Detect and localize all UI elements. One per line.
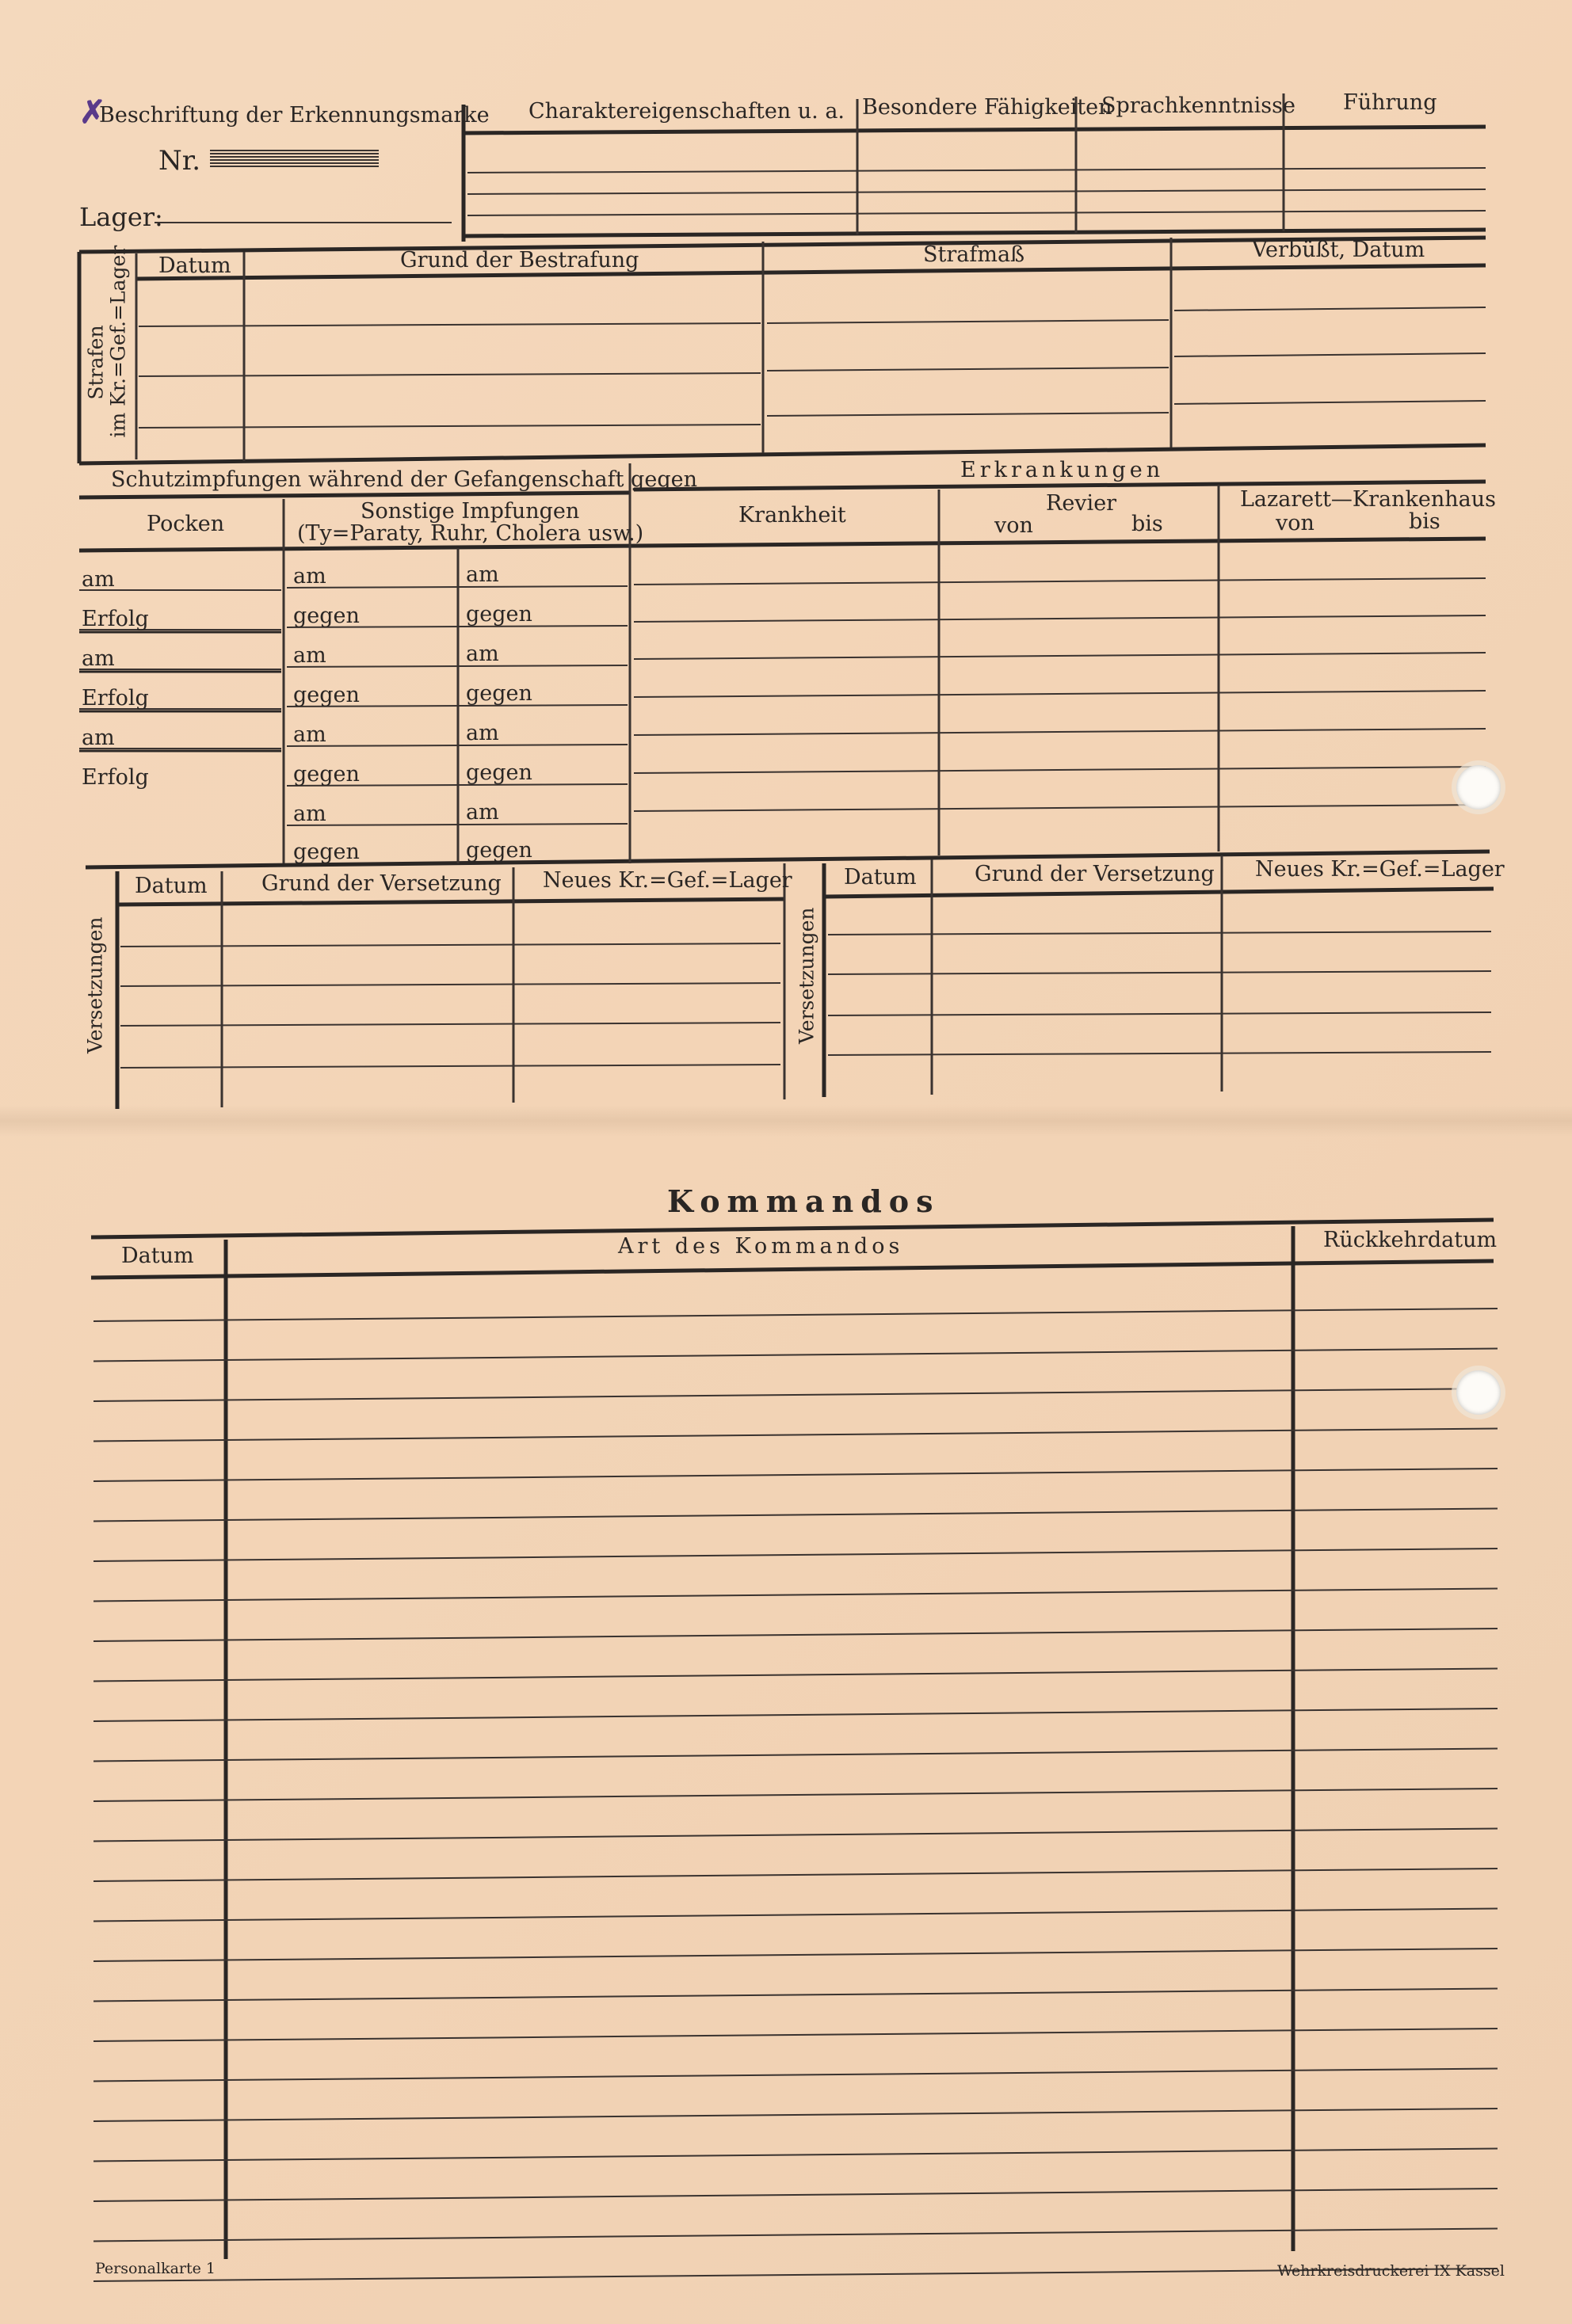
label-strafen-side [84, 245, 129, 438]
kommandos-title: Kommandos [667, 1183, 941, 1219]
label-sonstige-1: Sonstige Impfungen [361, 499, 580, 524]
label-rueckkehr: Rückkehrdatum [1323, 1228, 1498, 1252]
footer-right: Wehrkreisdruckerei IX Kassel [1277, 2262, 1505, 2280]
label-versetzungen-left: Versetzungen [83, 916, 107, 1053]
strafen-side-line2: im Kr.=Gef.=Lager [106, 245, 129, 438]
label-pocken: Pocken [147, 512, 225, 536]
label-strafmass: Strafmaß [923, 242, 1025, 267]
label-lager: Lager: [79, 202, 163, 232]
label-lazarett: Lazarett—Krankenhaus [1240, 487, 1496, 512]
sonstige-row-label: gegen [293, 604, 360, 628]
punch-hole-1 [1456, 765, 1501, 810]
label-sprach: Sprachkenntnisse [1101, 93, 1295, 118]
label-vers-left-grund: Grund der Versetzung [261, 871, 502, 896]
sonstige-row-label: am [466, 721, 499, 745]
label-versetzungen-right: Versetzungen [795, 907, 818, 1044]
label-vers-right-grund: Grund der Versetzung [975, 862, 1215, 886]
sonstige-row-label: am [466, 642, 499, 666]
label-kommandos-art: Art des Kommandos [618, 1234, 904, 1259]
label-sonstige-2: (Ty=Paraty, Ruhr, Cholera usw.) [297, 521, 644, 546]
label-beschriftung: Beschriftung der Erkennungsmarke [99, 103, 490, 128]
stamp-mark: ✗ [79, 93, 106, 131]
sonstige-row-label: gegen [293, 840, 360, 864]
label-vers-left-datum: Datum [135, 874, 208, 898]
label-revier: Revier [1046, 491, 1117, 516]
sonstige-row-label: gegen [293, 683, 360, 707]
label-nr: Nr. [158, 145, 201, 177]
label-erkrankungen: Erkrankungen [960, 458, 1165, 482]
label-lazarett-bis: bis [1409, 509, 1440, 534]
footer-left: Personalkarte 1 [95, 2260, 216, 2277]
label-revier-von: von [994, 513, 1033, 538]
sonstige-row-label: gegen [466, 602, 532, 627]
sonstige-row-label: am [293, 564, 326, 589]
label-faehigkeiten: Besondere Fähigkeiten [862, 95, 1112, 120]
label-kommandos-datum: Datum [121, 1244, 194, 1268]
pocken-row-label: am [82, 567, 115, 592]
sonstige-row-label: gegen [293, 762, 360, 787]
sonstige-row-label: am [293, 802, 326, 826]
punch-hole-2 [1456, 1370, 1501, 1415]
label-impf-title: Schutzimpfungen während der Gefangenschaft gegen [111, 467, 697, 492]
label-fuehrung: Führung [1343, 90, 1437, 115]
sonstige-row-label: gegen [466, 838, 532, 863]
sonstige-row-label: gegen [466, 681, 532, 706]
label-revier-bis: bis [1131, 512, 1163, 536]
strafen-side-line1: Strafen [84, 325, 108, 400]
label-strafen-datum: Datum [158, 253, 231, 278]
label-charakter: Charaktereigenschaften u. a. [528, 99, 845, 124]
label-vers-left-neues: Neues Kr.=Gef.=Lager [543, 868, 792, 893]
sonstige-row-label: am [466, 562, 499, 587]
pocken-row-label: Erfolg [82, 607, 149, 631]
label-strafen-grund: Grund der Bestrafung [400, 248, 639, 272]
sonstige-row-label: am [293, 722, 326, 747]
sonstige-row-label: am [466, 800, 499, 825]
label-krankheit: Krankheit [738, 503, 846, 528]
pocken-row-label: am [82, 726, 115, 750]
sonstige-row-label: am [293, 643, 326, 668]
pocken-row-label: Erfolg [82, 686, 149, 711]
pocken-row-label: Erfolg [82, 765, 149, 790]
sonstige-row-label: gegen [466, 760, 532, 785]
label-vers-right-datum: Datum [844, 865, 917, 890]
label-verbuesst: Verbüßt, Datum [1252, 238, 1425, 262]
label-lazarett-von: von [1276, 511, 1314, 535]
label-vers-right-neues: Neues Kr.=Gef.=Lager [1255, 857, 1505, 882]
pocken-row-label: am [82, 646, 115, 671]
